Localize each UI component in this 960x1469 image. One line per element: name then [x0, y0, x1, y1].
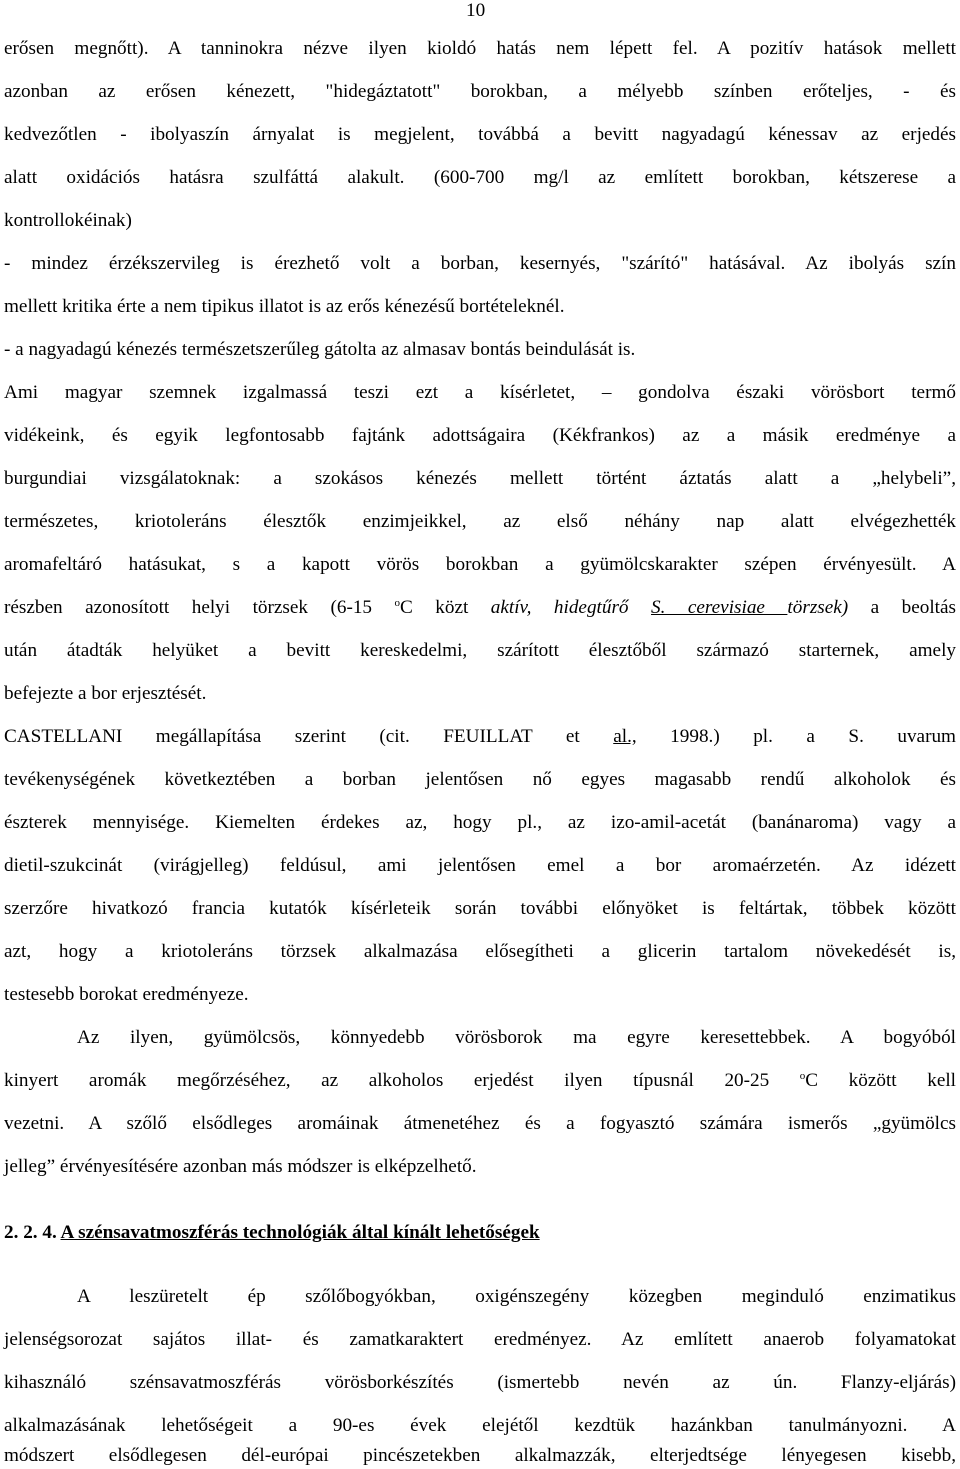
underlined-text: al.,	[613, 726, 637, 747]
text-span: CASTELLANI megállapítása szerint (cit. FEUILLAT et	[4, 726, 614, 747]
section-heading	[4, 1221, 956, 1245]
text-span: részben azonosított helyi törzsek (6-15	[4, 597, 395, 618]
text-line: azt, hogy a kriotoleráns törzsek alkalmazása elősegítheti a glicerin tartalom növekedését is,	[4, 941, 956, 962]
italic-text: aktív, hidegtűrő	[490, 597, 652, 618]
text-line: után átadták helyüket a bevitt kereskedelmi, szárított élesztőből származó starternek, amely	[4, 640, 956, 661]
text-line: szerzőre hivatkozó francia kutatók kísérleteik során további előnyöket is feltártak, többek között	[4, 898, 956, 919]
text-line: Ami magyar szemnek izgalmassá teszi ezt a kísérletet, – gondolva északi vörösbort termő	[4, 382, 956, 403]
text-span: kinyert aromák megőrzéséhez, az alkoholos erjedést ilyen típusnál 20-25	[4, 1070, 800, 1091]
text-line: alkalmazásának lehetőségeit a 90-es évek elejétől kezdtük hazánkban tanulmányozni. A	[4, 1415, 956, 1436]
text-line: módszert elsődlegesen dél-európai pincészetekben alkalmazzák, elterjedtsége lényegesen kisebb,	[4, 1445, 956, 1466]
text-line: mellett kritika érte a nem tipikus illatot is az erős kénezésű bortételeknél.	[4, 296, 565, 317]
degree-superscript: o	[799, 1070, 806, 1082]
text-line: kihasználó szénsavatmoszférás vörösborkészítés (ismertebb nevén az ún. Flanzy-eljárás)	[4, 1372, 956, 1393]
text-line: A leszüretelt ép szőlőbogyókban, oxigénszegény közegben meginduló enzimatikus	[77, 1286, 956, 1307]
text-line: természetes, kriotoleráns élesztők enzimjeikkel, az első néhány nap alatt elvégezhették	[4, 511, 956, 532]
section-title: A szénsavatmoszférás technológiák által kínált lehetőségek	[60, 1222, 540, 1243]
text-line: dietil-szukcinát (virágjelleg) feldúsul, ami jelentősen emel a bor aromaérzetén. Az idézett	[4, 855, 956, 876]
text-line: befejezte a bor erjesztését.	[4, 683, 207, 704]
text-line: jelleg” érvényesítésére azonban más módszer is elképzelhető.	[4, 1156, 477, 1177]
text-span: C között kell	[805, 1070, 956, 1091]
text-line: - mindez érzékszervileg is érezhető volt a borban, kesernyés, "szárító" hatásával. Az ibolyás szín	[4, 253, 956, 274]
degree-superscript: o	[394, 597, 400, 609]
text-span: C közt	[400, 597, 491, 618]
text-line: aromafeltáró hatásukat, s a kapott vörös borokban a gyümölcskarakter szépen érvényesült. A	[4, 554, 956, 575]
species-name: S. cerevisiae	[651, 597, 788, 618]
text-line: Az ilyen, gyümölcsös, könnyedebb vörösborok ma egyre keresettebbek. A bogyóból	[77, 1027, 956, 1048]
text-line: azonban az erősen kénezett, "hidegáztatott" borokban, a mélyebb színben erőteljes, - és	[4, 81, 956, 102]
text-line: észterek mennyisége. Kiemelten érdekes az, hogy pl., az izo-amil-acetát (banánaroma) vagy a	[4, 812, 956, 833]
text-line: burgundiai vizsgálatoknak: a szokásos kénezés mellett történt áztatás alatt a „helybeli”,	[4, 468, 956, 489]
text-line: tevékenységének következtében a borban jelentősen nő egyes magasabb rendű alkoholok és	[4, 769, 956, 790]
italic-text: törzsek)	[787, 597, 849, 618]
text-line: alatt oxidációs hatásra szulfáttá alakult. (600-700 mg/l az említett borokban, kétszerese a	[4, 167, 956, 188]
text-line: testesebb borokat eredményeze.	[4, 984, 249, 1005]
text-line: - a nagyadagú kénezés természetszerűleg gátolta az almasav bontás beindulását is.	[4, 339, 636, 360]
text-line: kontrollokéinak)	[4, 210, 132, 231]
text-line: vidékeink, és egyik legfontosabb fajtánk adottságaira (Kékfrankos) az a másik eredménye a	[4, 425, 956, 446]
text-line: erősen megnőtt). A tanninokra nézve ilyen kioldó hatás nem lépett fel. A pozitív hatások mellett	[4, 38, 956, 59]
text-line	[4, 725, 956, 749]
text-line	[4, 596, 956, 620]
text-span: a beoltás	[848, 597, 956, 618]
text-line	[4, 1069, 956, 1093]
page-number: 10	[466, 0, 486, 21]
text-span: 1998.) pl. a S. uvarum	[636, 726, 956, 747]
text-line: kedvezőtlen - ibolyaszín árnyalat is megjelent, továbbá a bevitt nagyadagú kénessav az erjedés	[4, 124, 956, 145]
text-line: jelenségsorozat sajátos illat- és zamatkaraktert eredményez. Az említett anaerob folyamatokat	[4, 1329, 956, 1350]
text-line: vezetni. A szőlő elsődleges aromáinak átmenetéhez és a fogyasztó számára ismerős „gyümölcs	[4, 1113, 956, 1134]
section-number: 2. 2. 4.	[4, 1222, 61, 1243]
